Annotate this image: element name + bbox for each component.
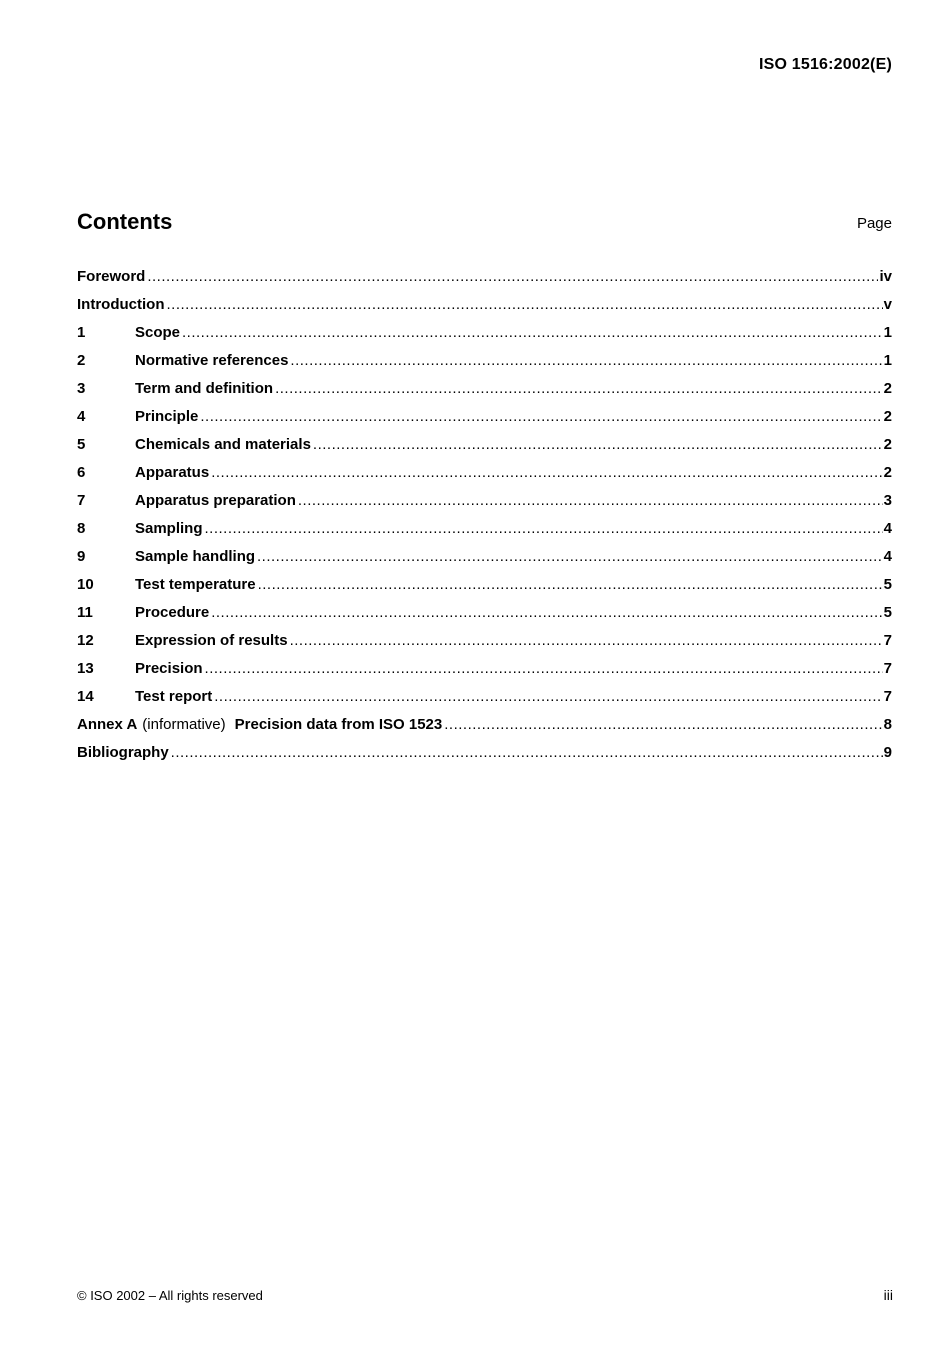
toc-entry-number: 4: [77, 408, 86, 425]
toc-entry-page: 7: [883, 688, 892, 705]
dot-leader: [290, 632, 883, 649]
toc-entry-number: 8: [77, 520, 86, 537]
dot-leader: [258, 576, 883, 593]
dot-leader: [313, 436, 883, 453]
toc-entry-page: 4: [883, 548, 892, 565]
toc-entry-expression-of-results[interactable]: [77, 632, 892, 660]
toc-entry-page: 4: [883, 520, 892, 537]
toc-entry-number: 14: [77, 688, 94, 705]
toc-entry-foreword[interactable]: [77, 268, 892, 296]
toc-entry-number: 9: [77, 548, 86, 565]
toc-entry-title: Normative references: [135, 352, 289, 369]
dot-leader: [205, 660, 883, 677]
toc-entry-title: Sampling: [135, 520, 203, 537]
toc-entry-number: 13: [77, 660, 94, 677]
annex-title: Precision data from ISO 1523: [234, 716, 443, 733]
toc-entry-page: 1: [883, 352, 892, 369]
toc-entry-title: Bibliography: [77, 744, 169, 761]
toc-entry-test-report[interactable]: [77, 688, 892, 716]
dot-leader: [147, 268, 878, 285]
toc-entry-title: Scope: [135, 324, 181, 341]
toc-entry-title: Apparatus: [135, 464, 210, 481]
toc-entry-scope[interactable]: [77, 324, 892, 352]
toc-entry-apparatus[interactable]: [77, 464, 892, 492]
toc-entry-annex-a[interactable]: [77, 716, 892, 744]
toc-entry-title: Term and definition: [135, 380, 274, 397]
dot-leader: [275, 380, 883, 397]
toc-entry-sample-handling[interactable]: [77, 548, 892, 576]
toc-entry-title: Introduction: [77, 296, 165, 313]
toc-entry-title: Expression of results: [135, 632, 288, 649]
toc-entry-precision[interactable]: [77, 660, 892, 688]
toc-entry-number: 10: [77, 576, 94, 593]
annex-qualifier: (informative): [142, 716, 226, 733]
toc-entry-title: Test temperature: [135, 576, 256, 593]
toc-entry-page: 2: [883, 436, 892, 453]
toc-entry-page: 2: [883, 464, 892, 481]
toc-entry-title: Sample handling: [135, 548, 256, 565]
dot-leader: [444, 716, 882, 733]
toc-entry-term-and-definition[interactable]: [77, 380, 892, 408]
toc-entry-page: 2: [883, 408, 892, 425]
toc-entry-page: 3: [883, 492, 892, 509]
toc-entry-title: Precision: [135, 660, 203, 677]
toc-entry-title: Foreword: [77, 268, 146, 285]
toc-entry-apparatus-preparation[interactable]: [77, 492, 892, 520]
toc-entry-number: 11: [77, 604, 93, 621]
table-of-contents: [77, 268, 892, 772]
toc-entry-page: 5: [883, 604, 892, 621]
dot-leader: [171, 744, 883, 761]
dot-leader: [166, 296, 882, 313]
toc-entry-title: Chemicals and materials: [135, 436, 311, 453]
document-identifier: ISO 1516:2002(E): [758, 56, 892, 73]
contents-header: [77, 209, 892, 239]
toc-entry-number: 1: [77, 324, 86, 341]
dot-leader: [182, 324, 883, 341]
toc-entry-page: iv: [879, 268, 892, 285]
toc-entry-title: Apparatus preparation: [135, 492, 296, 509]
toc-entry-number: 3: [77, 380, 86, 397]
dot-leader: [200, 408, 882, 425]
toc-entry-introduction[interactable]: [77, 296, 892, 324]
toc-entry-procedure[interactable]: [77, 604, 892, 632]
toc-entry-title: Procedure: [135, 604, 210, 621]
toc-entry-number: 5: [77, 436, 86, 453]
toc-entry-title: Test report: [135, 688, 213, 705]
toc-entry-principle[interactable]: [77, 408, 892, 436]
toc-entry-number: 2: [77, 352, 86, 369]
dot-leader: [211, 464, 882, 481]
toc-entry-chemicals-and-materials[interactable]: [77, 436, 892, 464]
toc-entry-page: 5: [883, 576, 892, 593]
dot-leader: [298, 492, 883, 509]
dot-leader: [205, 520, 883, 537]
dot-leader: [257, 548, 883, 565]
toc-entry-page: 7: [883, 632, 892, 649]
toc-entry-page: 8: [883, 716, 892, 733]
toc-entry-number: 7: [77, 492, 86, 509]
dot-leader: [290, 352, 882, 369]
toc-entry-title: Principle: [135, 408, 199, 425]
toc-entry-bibliography[interactable]: [77, 744, 892, 772]
annex-label: Annex A: [77, 716, 138, 733]
toc-entry-number: 12: [77, 632, 94, 649]
footer-page-number: iii: [883, 1287, 893, 1303]
toc-entry-normative-references[interactable]: [77, 352, 892, 380]
page-column-label: Page: [856, 215, 892, 232]
toc-entry-page: v: [883, 296, 892, 313]
toc-entry-page: 9: [883, 744, 892, 761]
toc-entry-page: 7: [883, 660, 892, 677]
dot-leader: [214, 688, 882, 705]
footer-copyright: © ISO 2002 – All rights reserved: [77, 1288, 263, 1303]
toc-entry-sampling[interactable]: [77, 520, 892, 548]
toc-entry-page: 2: [883, 380, 892, 397]
toc-entry-test-temperature[interactable]: [77, 576, 892, 604]
toc-entry-number: 6: [77, 464, 86, 481]
dot-leader: [211, 604, 882, 621]
contents-title: Contents: [77, 209, 173, 234]
toc-entry-page: 1: [883, 324, 892, 341]
